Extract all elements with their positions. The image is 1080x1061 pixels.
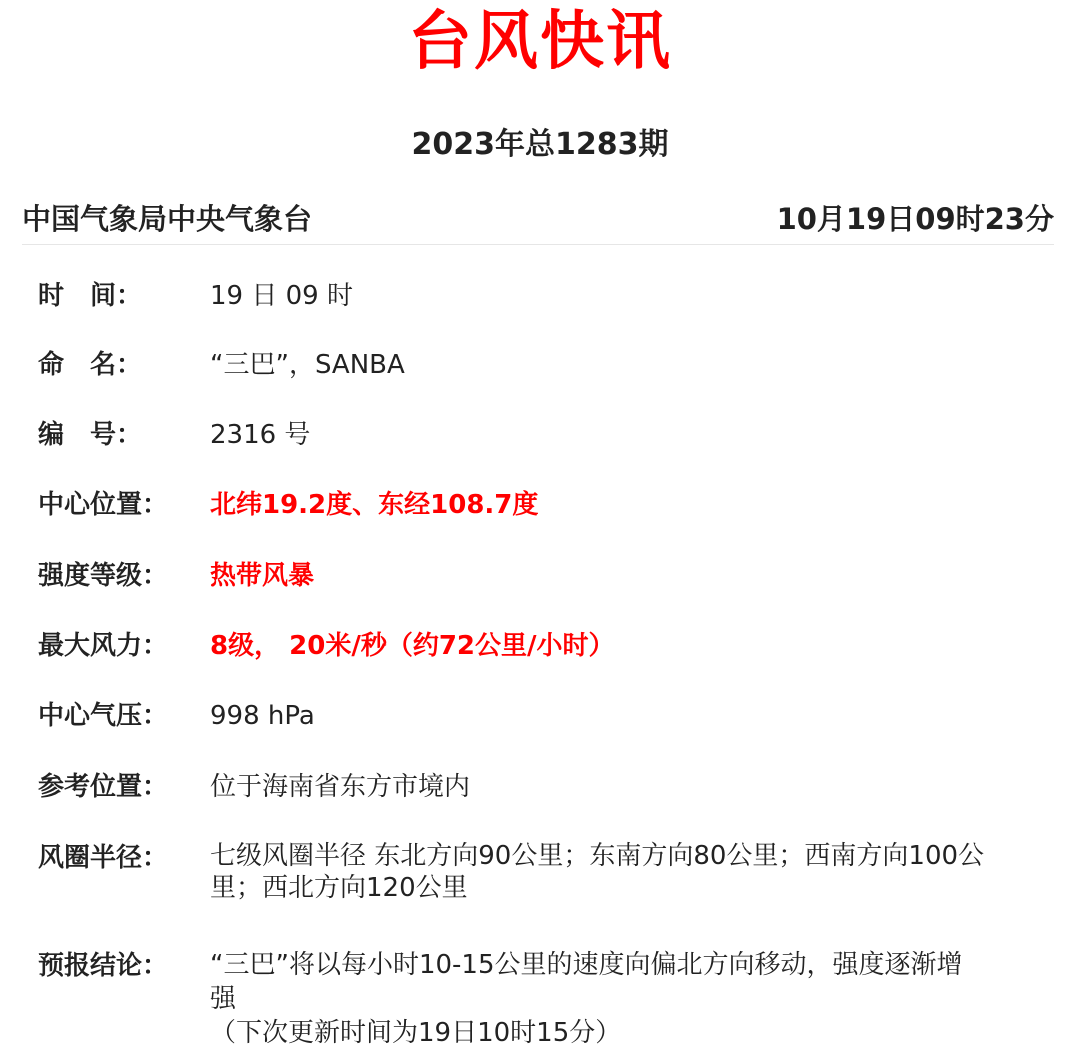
field-label-number: 编 号： [38,420,143,450]
field-label-center: 中心位置： [38,490,169,520]
field-label-pressure: 中心气压： [38,701,169,731]
issue-number: 2023年总1283期 [411,127,669,162]
field-value-forecast [210,948,1040,1050]
field-label-time: 时 间： [38,281,143,311]
field-value-time: 19 日 09 时 [210,281,353,311]
field-value-number: 2316 号 [210,420,311,450]
field-label-forecast: 预报结论： [38,951,169,981]
forecast-line-2: 强 [210,984,237,1014]
forecast-line-1: “三巴”将以每小时10-15公里的速度向偏北方向移动，强度逐渐增 [210,950,963,980]
field-value-reference: 位于海南省东方市境内 [210,772,471,802]
field-value-pressure: 998 hPa [210,701,315,731]
agency-name: 中国气象局中央气象台 [22,202,313,236]
field-label-reference: 参考位置： [38,772,169,802]
field-label-name: 命 名： [38,350,143,380]
field-label-wind-radius: 风圈半径： [38,843,169,873]
header-row [22,198,1054,245]
page-title: 台风快讯 [408,5,672,79]
field-value-center: 北纬19.2度、东经108.7度 [210,490,539,520]
wind-radius-line-2: 里；西北方向120公里 [210,873,468,903]
field-label-intensity: 强度等级： [38,561,169,591]
wind-radius-line-1: 七级风圈半径 东北方向90公里；东南方向80公里；西南方向100公 [210,841,985,871]
field-label-max-wind: 最大风力： [38,631,169,661]
field-value-wind-radius [210,840,1040,904]
field-value-max-wind: 8级， 20米/秒（约72公里/小时） [210,631,615,661]
field-value-name: “三巴”，SANBA [210,350,405,380]
field-value-intensity: 热带风暴 [210,561,315,591]
publish-datetime: 10月19日09时23分 [776,202,1054,236]
forecast-line-3: （下次更新时间为19日10时15分） [210,1018,622,1048]
